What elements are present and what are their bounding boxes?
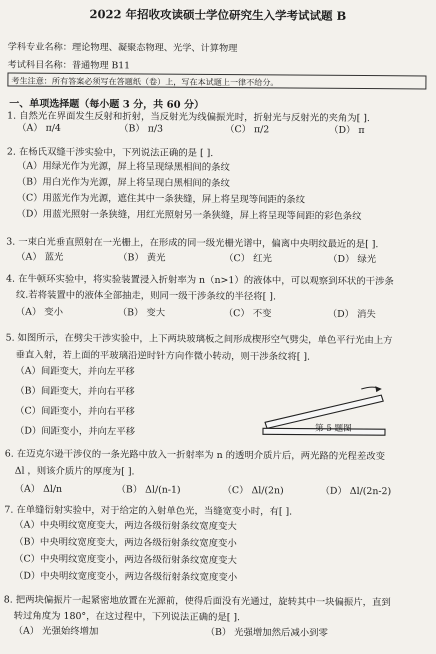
option-c: （C） Δl/(2n) — [222, 485, 284, 497]
option-a: （A）用绿光作为光源，屏上将呈现绿黑相间的条纹 — [16, 160, 230, 174]
option-b: （B） 变大 — [117, 307, 166, 319]
subject-line — [8, 57, 131, 72]
option-d: （D） Δl/(2n-2) — [320, 485, 392, 498]
section-heading: 一、单项选择题（每小题 3 分，共 60 分） — [9, 98, 205, 111]
option-a: （A）间距变大，并向左平移 — [15, 365, 135, 378]
question-stem: 6. 在迈克尔逊干涉仪的一条光路中放入一折射率为 n 的透明介质片后，两光路的光程差改变 — [4, 448, 386, 463]
question-1 — [7, 111, 427, 139]
option-b: （B）中央明纹宽度变大，两边各级衍射条纹宽度变小 — [14, 536, 237, 550]
question-stem: 1. 自然光在界面发生反射和折射，当反射光为线偏振光时，折射光与反射光的夹角为[ ]. — [7, 110, 370, 125]
option-c: （C） 红光 — [224, 253, 272, 265]
question-stem: 5. 如图所示，在劈尖干涉实验中，上下两块玻璃板之间形成楔形空气劈尖，单色平行光由上方 — [5, 332, 393, 347]
option-b: （B） 光强增加然后减小到零 — [205, 626, 328, 639]
question-stem: 2. 在杨氏双缝干涉实验中，下列说法正确的是 [ ]. — [6, 146, 214, 159]
question-stem-cont: 纹.若将装置中的液体全部抽走，则同一级干涉条纹的半径将[ ]. — [15, 289, 276, 303]
question-stem-cont: Δl ，则该介质片的厚度为[ ]. — [14, 465, 135, 478]
option-c: （C）用蓝光作为光源，遮住其中一条狭缝，屏上将呈现等间距的条纹 — [16, 192, 306, 206]
question-7 — [4, 505, 425, 588]
question-stem-cont: 转过角度为 180°，在这过程中，下列说法正确的是[ ]. — [13, 610, 241, 624]
option-b: （B）用白光作为光源，屏上将呈现白黑相间的条纹 — [16, 176, 230, 190]
question-stem: 4. 在牛顿环实验中，将实验装置浸入折射率为 n（n>1）的液体中，可以观察到环状的干涉条 — [6, 273, 394, 288]
options-row — [6, 252, 426, 268]
option-c: （C）间距变小，并向右平移 — [15, 405, 135, 418]
exam-title: 2022 年招收攻读硕士学位研究生入学考试试题 B — [89, 7, 347, 23]
option-d: （D）中央明纹宽度变小，两边各级衍射条纹宽度变小 — [13, 570, 238, 584]
question-3 — [6, 237, 426, 268]
options-row — [4, 626, 424, 642]
subject-label: 考试科目名称： — [7, 59, 72, 71]
question-2 — [6, 147, 427, 226]
option-c: （C）中央明纹宽度变小，两边各级衍射条纹宽度变大 — [14, 553, 237, 567]
option-d: （D） 消失 — [327, 308, 376, 321]
subject-value: 普通物理 B11 — [71, 59, 131, 72]
option-a: （A） 光强始终增加 — [13, 625, 99, 638]
question-8 — [4, 595, 424, 642]
question-stem: 8. 把两块偏振片一起紧密地放置在光源前，使得后面没有光通过，旋转其中一块偏振片，直到 — [3, 594, 391, 609]
rotation-arrowhead — [375, 386, 381, 392]
option-a: （A）中央明纹宽度变大，两边各级衍射条纹宽度变大 — [14, 519, 237, 533]
candidate-notice: 考生注意：所有答案必须写在答题纸（卷）上，写在本试题上一律不给分。 — [7, 73, 426, 90]
major-line — [8, 39, 238, 55]
major-value: 理论物理、凝聚态物理、光学、计算物理 — [71, 41, 238, 55]
figure-caption: 第 5 题图 — [314, 423, 352, 434]
option-b: （B） π/3 — [119, 123, 164, 135]
option-b: （B）间距变大，并向右平移 — [15, 385, 135, 398]
option-a: （A） 蓝光 — [16, 251, 64, 263]
major-label: 学科专业名称： — [7, 41, 73, 53]
option-b: （B） 黄光 — [118, 252, 166, 264]
question-4 — [6, 274, 426, 323]
option-b: （B） Δl/(n-1) — [116, 484, 181, 496]
question-6 — [5, 449, 425, 500]
option-d: （D） 绿光 — [328, 253, 377, 266]
option-a: （A） Δl/n — [14, 483, 63, 495]
question-stem: 3. 一束白光垂直照射在一光栅上，在形成的同一级光栅光谱中，偏离中央明纹最近的是[ ]. — [6, 236, 379, 251]
options-row — [5, 484, 425, 500]
option-a: （A） π/4 — [17, 122, 61, 134]
option-d: （D）用蓝光照射一条狭缝，用红光照射另一条狭缝，屏上将呈现等间距的彩色条纹 — [16, 208, 362, 223]
option-a: （A） 变小 — [15, 306, 64, 318]
option-d: （D）间距变小，并向左平移 — [14, 425, 136, 438]
option-c: （C） 不变 — [223, 308, 272, 320]
option-d: （D） π — [329, 124, 365, 137]
option-c: （C） π/2 — [225, 124, 270, 136]
question-stem-cont: 垂直入射，若上面的平玻璃沿逆时针方向作微小转动，则干涉条纹将[ ]. — [15, 349, 311, 363]
options-row — [6, 307, 426, 323]
options-row — [7, 123, 427, 139]
question-stem: 7. 在单缝衍射实验中，对于给定的入射单色光，当缝宽变小时，有[ ]. — [4, 504, 293, 518]
